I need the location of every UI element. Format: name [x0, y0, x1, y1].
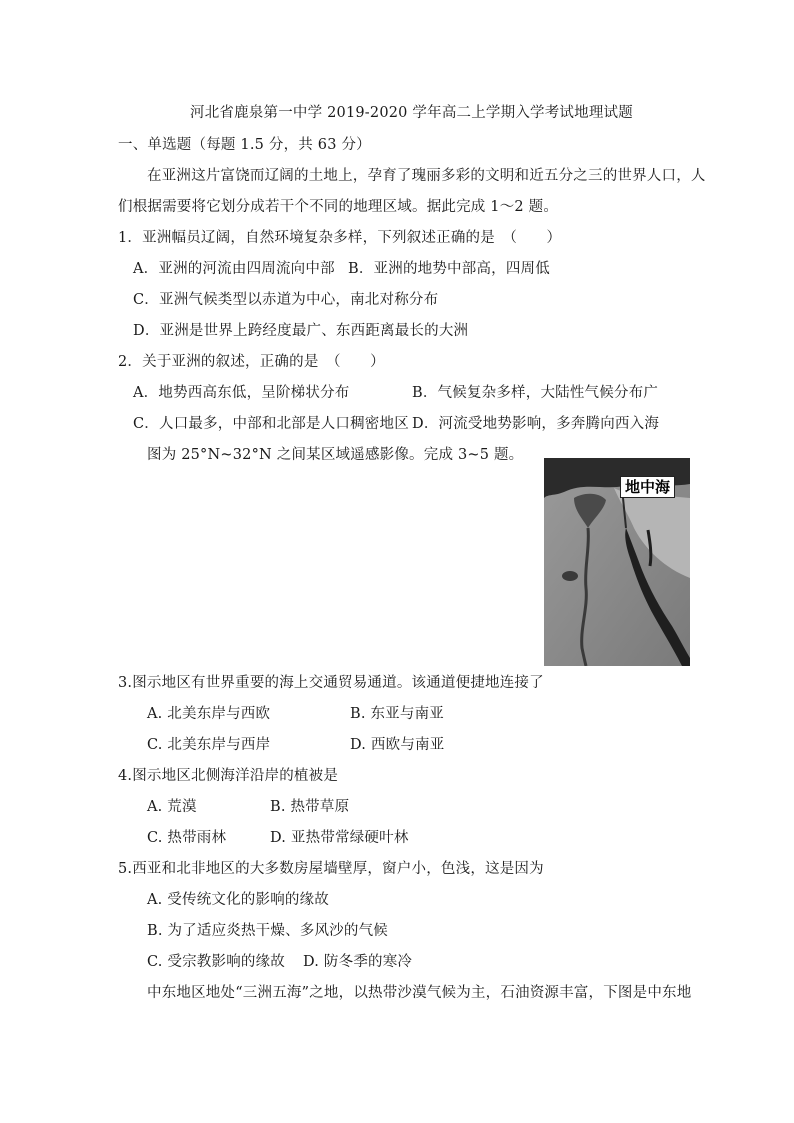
question-2-option-c: C．人口最多，中部和北部是人口稠密地区	[133, 416, 409, 432]
question-5-stem: 5.西亚和北非地区的大多数房屋墙壁厚，窗户小，色浅，这是因为	[118, 861, 544, 877]
question-4-option-d: D. 亚热带常绿硬叶林	[270, 830, 409, 846]
question-4-option-b: B. 热带草原	[270, 799, 350, 815]
question-3-option-b: B. 东亚与南亚	[350, 706, 444, 722]
question-2-option-b: B．气候复杂多样，大陆性气候分布广	[412, 385, 659, 401]
question-2-stem: 2．关于亚洲的叙述，正确的是 （ ）	[118, 354, 385, 370]
intro-paragraph-line: 在亚洲这片富饶而辽阔的土地上，孕育了瑰丽多彩的文明和近五分之三的世界人口，人	[147, 168, 706, 184]
question-4-stem: 4.图示地区北侧海洋沿岸的植被是	[118, 768, 339, 784]
middle-east-intro: 中东地区地处“三洲五海”之地，以热带沙漠气候为主，石油资源丰富，下图是中东地	[147, 985, 692, 1001]
question-1-option-a: A．亚洲的河流由四周流向中部	[133, 261, 335, 277]
section-heading: 一、单选题（每题 1.5 分，共 63 分）	[118, 137, 371, 153]
question-4-option-a: A. 荒漠	[147, 799, 197, 815]
question-1-option-d: D．亚洲是世界上跨经度最广、东西距离最长的大洲	[133, 323, 469, 339]
page-title: 河北省鹿泉第一中学 2019-2020 学年高二上学期入学考试地理试题	[190, 105, 633, 121]
question-5-option-a: A. 受传统文化的影响的缘故	[147, 892, 329, 908]
question-1-stem: 1．亚洲幅员辽阔，自然环境复杂多样，下列叙述正确的是 （ ）	[118, 230, 562, 246]
question-5-option-c: C. 受宗教影响的缘故	[147, 954, 285, 970]
map-label-mediterranean: 地中海	[620, 476, 675, 498]
question-3-stem: 3.图示地区有世界重要的海上交通贸易通道。该通道便捷地连接了	[118, 675, 544, 691]
question-3-option-c: C. 北美东岸与西岸	[147, 737, 271, 753]
intro-paragraph-line: 们根据需要将它划分成若干个不同的地理区域。据此完成 1～2 题。	[118, 199, 559, 215]
question-1-option-b: B．亚洲的地势中部高，四周低	[348, 261, 550, 277]
question-1-option-c: C．亚洲气候类型以赤道为中心，南北对称分布	[133, 292, 439, 308]
question-4-option-c: C. 热带雨林	[147, 830, 227, 846]
question-5-option-d: D. 防冬季的寒冷	[303, 954, 413, 970]
question-5-option-b: B. 为了适应炎热干燥、多风沙的气候	[147, 923, 388, 939]
question-2-option-d: D．河流受地势影响，多奔腾向西入海	[412, 416, 660, 432]
question-2-option-a: A．地势西高东低，呈阶梯状分布	[133, 385, 350, 401]
question-3-option-d: D. 西欧与南亚	[350, 737, 445, 753]
question-3-option-a: A. 北美东岸与西欧	[147, 706, 271, 722]
map-intro: 图为 25°N~32°N 之间某区域遥感影像。完成 3~5 题。	[147, 447, 524, 463]
